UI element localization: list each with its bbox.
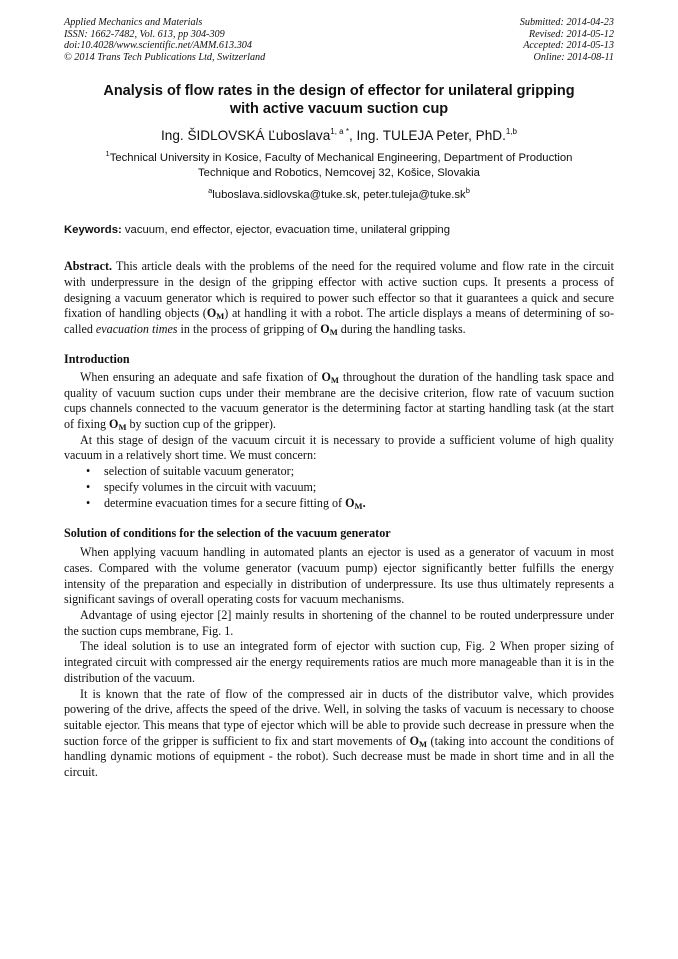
email-mark-b: b	[465, 186, 470, 196]
intro-paragraph-2: At this stage of design of the vacuum circuit it is necessary to provide a sufficient volume of high quality vacuum in a relatively short time. We must concern:	[64, 432, 614, 463]
publication-dates	[520, 17, 614, 63]
date-online: Online: 2014-08-11	[533, 51, 614, 63]
journal-name: Applied Mechanics and Materials	[64, 17, 203, 28]
bullet-icon: •	[86, 479, 91, 494]
author-emails	[64, 188, 614, 202]
abstract-text-1: This article deals with the problems of the need for the required volume and flow rate in the circuit with underpressure in the design of the gripping effector with active suction cups. It presents a process of designing a vacuum generator which is required to power such effector so that it guarantees a quick and secure fixation of handling objects (	[64, 259, 614, 321]
list-item: • determine evacuation times for a secure fitting of $O_M$.	[86, 495, 366, 511]
keywords	[64, 223, 614, 237]
affiliation	[64, 151, 614, 181]
affiliation-line-1: Technical University in Kosice, Faculty of Mechanical Engineering, Department of Production	[109, 152, 573, 165]
section-heading-solution: Solution of conditions for the selection of the vacuum generator	[64, 526, 391, 541]
email-addresses[interactable]: luboslava.sidlovska@tuke.sk, peter.tuleja@tuke.sk	[212, 189, 466, 202]
om-symbol: $O_M$	[345, 495, 363, 511]
om-symbol: $O_M$	[206, 306, 225, 322]
author-2-affiliation-mark: 1,b	[505, 127, 517, 137]
journal-doi[interactable]: doi:10.4028/www.scientific.net/AMM.613.304	[64, 40, 252, 52]
date-submitted: Submitted: 2014-04-23	[519, 17, 614, 28]
om-symbol: $O_M$	[409, 733, 428, 749]
abstract-text-4: during the handling tasks.	[337, 322, 466, 337]
concern-list	[64, 464, 614, 511]
abstract-italic-term: evacuation times	[95, 322, 178, 337]
author-separator: ,	[348, 128, 357, 144]
solution-paragraph-4: It is known that the rate of flow of the compressed air in ducts of the distributor valve, which provides powering of the drive, affects the speed of the drive. Well, in solving the tasks of vacuum is necessary to choose suitable ejector. This means that type of ejector which will be able to provide such decrease in pressure when the suction force of the gripper is sufficient to fix and start movements of $O_M$ (taking into account the conditions of handling dynamic motions of equipment - the robot). Such decrease must be made in short time and in all the circuit.	[64, 686, 614, 780]
section-heading-introduction: Introduction	[64, 351, 130, 366]
date-accepted: Accepted: 2014-05-13	[523, 40, 614, 52]
abstract-text-2: ) at handling it with a robot. The article displays a means of determining of so-called	[64, 306, 615, 337]
abstract-text-3: in the process of gripping of	[177, 322, 321, 337]
intro-paragraph-1: When ensuring an adequate and safe fixation of $O_M$ throughout the duration of the handling task space and quality of vacuum suction cups under their membrane are the decisive criterion, flow rate of vacuum suction cups channels connected to the vacuum generator is the determining factor at starting handling task (at the start of fixing $O_M$ by suction cup of the gripper).	[64, 369, 614, 432]
title-line-1: Analysis of flow rates in the design of effector for unilateral gripping	[103, 83, 575, 100]
title-line-2: with active vacuum suction cup	[229, 101, 449, 118]
abstract	[64, 259, 614, 338]
paper-title	[64, 82, 614, 118]
journal-issn: ISSN: 1662-7482, Vol. 613, pp 304-309	[64, 28, 225, 40]
affiliation-mark: 1	[105, 149, 110, 159]
list-item: • specify volumes in the circuit with vacuum;	[86, 479, 317, 494]
bullet-icon: •	[86, 495, 91, 510]
om-symbol: $O_M$	[320, 322, 338, 338]
abstract-label: Abstract.	[64, 259, 113, 274]
keywords-text: vacuum, end effector, ejector, evacuation time, unilateral gripping	[121, 224, 450, 237]
journal-copyright: © 2014 Trans Tech Publications Ltd, Switzerland	[64, 51, 266, 63]
journal-header	[64, 17, 614, 63]
author-1-affiliation-mark: 1, a *	[330, 127, 349, 137]
bullet-icon: •	[86, 464, 91, 479]
journal-info	[64, 17, 265, 63]
author-1: Ing. ŠIDLOVSKÁ Ľuboslava	[161, 128, 331, 144]
om-symbol: $O_M$	[321, 369, 339, 385]
solution-paragraph-2: Advantage of using ejector [2] mainly results in shortening of the channel to be routed underpressure under the suction cups membrane, Fig. 1.	[64, 608, 614, 638]
solution-paragraph-3: The ideal solution is to use an integrated form of ejector with suction cup, Fig. 2 When proper sizing of integrated circuit with compressed air the energy requirements ratios are much more manageable than it is in the distribution of the vacuum.	[64, 639, 614, 685]
list-item: • selection of suitable vacuum generator;	[86, 464, 295, 479]
keywords-label: Keywords:	[64, 224, 122, 237]
date-revised: Revised: 2014-05-12	[528, 28, 614, 40]
author-2: Ing. TULEJA Peter, PhD.	[356, 128, 506, 144]
solution-paragraph-1: When applying vacuum handling in automated plants an ejector is used as a generator of vacuum in most cases. Compared with the volume generator (vacuum pump) ejector significantly better fulfills the energy intensity of the preparation and especially in distribution of underpressure. Its use thus ultimately represents a significant savings of overall operating costs for vacuum mechanisms.	[64, 545, 614, 607]
author-list	[64, 127, 614, 145]
email-mark-a: a	[208, 186, 213, 196]
om-symbol: $O_M$	[109, 417, 127, 432]
affiliation-line-2: Technique and Robotics, Nemcovej 32, Košice, Slovakia	[198, 167, 480, 180]
